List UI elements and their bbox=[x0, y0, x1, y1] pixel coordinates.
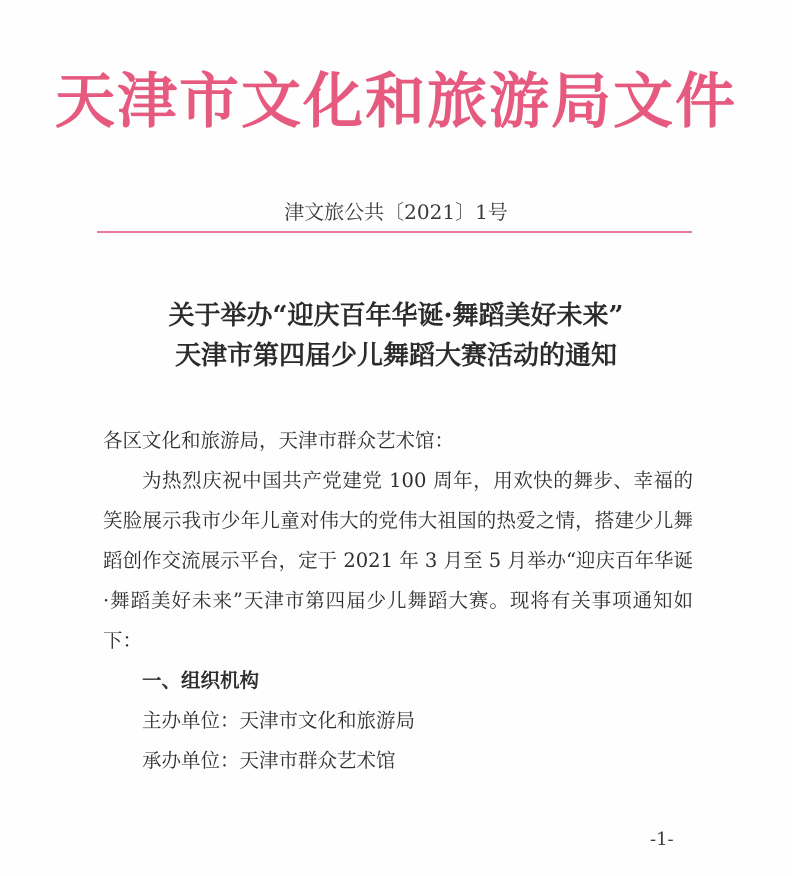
title-line-1: 关于举办“迎庆百年华诞·舞蹈美好未来” bbox=[168, 301, 624, 331]
section-heading-organization: 一、组织机构 bbox=[142, 669, 260, 692]
document-title bbox=[0, 296, 792, 376]
page-number: -1- bbox=[650, 829, 674, 850]
issuing-authority-header: 天津市文化和旅游局文件 bbox=[55, 67, 737, 137]
red-divider-rule bbox=[97, 231, 692, 233]
salutation: 各区文化和旅游局，天津市群众艺术馆： bbox=[103, 429, 455, 452]
title-line-2: 天津市第四届少儿舞蹈大赛活动的通知 bbox=[174, 341, 617, 371]
document-body bbox=[103, 421, 693, 781]
organizer-line: 主办单位：天津市文化和旅游局 bbox=[142, 709, 416, 732]
co-organizer-line: 承办单位：天津市群众艺术馆 bbox=[142, 749, 396, 772]
document-number: 津文旅公共〔2021〕1号 bbox=[284, 200, 508, 224]
paragraph-intro: 为热烈庆祝中国共产党建党 100 周年，用欢快的舞步、幸福的笑脸展示我市少年儿童对伟大的党伟大祖国的热爱之情，搭建少儿舞蹈创作交流展示平台，定于 2021 年 3 月至 5 月举办“迎庆百年华诞·舞蹈美好未来”天津市第四届少儿舞蹈大赛。现将有关事项通知如下： bbox=[103, 469, 693, 652]
